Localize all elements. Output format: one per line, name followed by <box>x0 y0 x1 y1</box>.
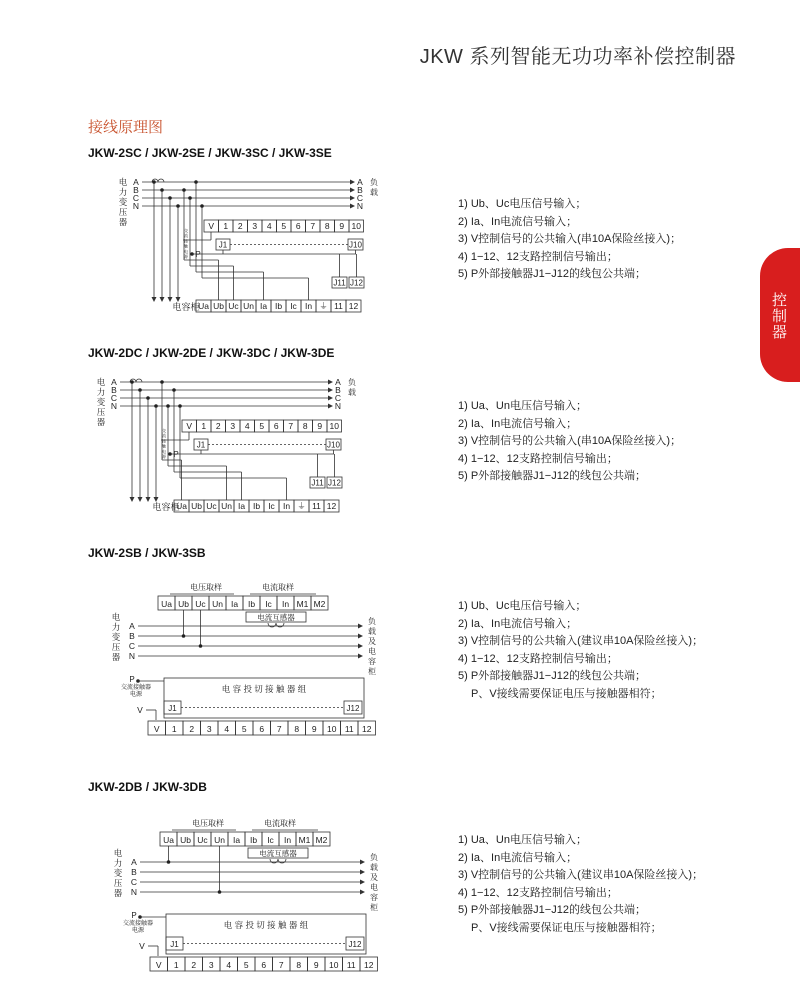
load-cabinet-label: 及 <box>370 873 378 882</box>
cabinet-label: 电容柜 <box>152 502 180 512</box>
terminal-label: M1 <box>298 834 311 845</box>
phase-label: N <box>132 201 140 211</box>
junction-dot <box>160 188 164 192</box>
terminal-label: 8 <box>324 220 330 231</box>
ac-supply-label: 接 <box>162 438 166 444</box>
phase-label: B <box>131 867 137 877</box>
phase-label: C <box>130 877 138 887</box>
terminal-label: 4 <box>224 723 230 734</box>
arrow-head <box>358 624 363 629</box>
junction-dot <box>182 188 186 192</box>
phase-label: N <box>334 401 342 411</box>
load-label: 负 <box>370 178 378 187</box>
terminal-label: 10 <box>351 220 361 231</box>
ct-label: 电流互感器 <box>259 849 297 858</box>
arrow-head <box>350 180 355 185</box>
junction-dot <box>130 380 134 384</box>
ac-supply-label: 触 <box>184 243 188 249</box>
terminal-label: 6 <box>259 723 265 734</box>
terminal-label: Ia <box>232 834 241 845</box>
load-cabinet-label: 容 <box>370 893 378 902</box>
terminal-label: 7 <box>288 420 294 431</box>
terminal-label: 9 <box>313 959 319 970</box>
terminal-label: 12 <box>326 500 337 511</box>
ac-supply-label: 源 <box>184 254 188 259</box>
note-line: 1) Ub、Uc电压信号输入； <box>458 600 587 612</box>
phase-label: A <box>335 377 341 387</box>
junction-dot <box>172 388 176 392</box>
terminal-label: 1 <box>201 420 207 431</box>
terminal-label: 1 <box>223 220 229 231</box>
terminal-label: 5 <box>259 420 265 431</box>
terminal-label: Un <box>212 598 223 609</box>
terminal-label: 3 <box>208 959 214 970</box>
terminal-label: 11 <box>346 959 356 970</box>
note-line: 2) Ia、In电流信号输入； <box>458 617 578 630</box>
contactor-group-label: 电 容 投 切 接 触 器 组 <box>221 684 307 694</box>
phase-label: A <box>129 621 135 631</box>
load-cabinet-label: 负 <box>368 617 376 626</box>
terminal-label: V <box>186 420 193 431</box>
junction-dot <box>167 860 171 864</box>
terminal-label: V <box>208 220 215 231</box>
terminal-label: Ua <box>163 834 174 845</box>
phase-label: A <box>357 177 363 187</box>
arrow-head <box>152 297 157 302</box>
terminal-label: Ua <box>176 500 187 511</box>
ac-supply-label: 电源 <box>129 692 143 698</box>
transformer-label: 电 <box>118 177 128 187</box>
v-label: V <box>139 941 145 951</box>
transformer-label: 压 <box>96 407 106 417</box>
transformer-label: 器 <box>96 417 106 427</box>
p-label: P <box>129 675 135 684</box>
arrow-head <box>146 497 151 502</box>
page-title: JKW 系列智能无功功率补偿控制器 <box>419 46 736 68</box>
terminal-label: 3 <box>206 723 212 734</box>
arrow-head <box>328 396 333 401</box>
relay-label: J1 <box>168 704 177 713</box>
transformer-label: 压 <box>113 878 123 888</box>
transformer-label: 器 <box>113 888 123 898</box>
terminal-label: Ub <box>213 300 224 311</box>
terminal-label: 9 <box>311 723 317 734</box>
ac-supply-label: 电源 <box>131 928 145 934</box>
model-label-4: JKW-2DB / JKW-3DB <box>88 780 207 794</box>
terminal-label: 10 <box>329 420 339 431</box>
arrow-head <box>360 870 365 875</box>
terminal-label: V <box>155 959 162 970</box>
terminal-label: 1 <box>171 723 177 734</box>
terminal-label: ⏚ <box>297 500 306 511</box>
transformer-label: 力 <box>113 858 123 868</box>
ac-supply-label: 接 <box>184 238 188 244</box>
load-cabinet-label: 及 <box>368 637 376 646</box>
terminal-label: 5 <box>243 959 249 970</box>
phase-label: B <box>335 385 341 395</box>
terminal-label: Ub <box>191 500 202 511</box>
p-label: P <box>173 450 179 459</box>
terminal-label: 5 <box>281 220 287 231</box>
note-line: 5) P外部接触器J1−J12的线包公共端； <box>458 470 646 482</box>
transformer-label: 变 <box>96 397 106 407</box>
junction-dot <box>152 180 156 184</box>
note-line: 3) V控制信号的公共输入(建议串10A保险丝接入)； <box>458 635 704 647</box>
terminal-label: 4 <box>226 959 232 970</box>
arrow-head <box>358 654 363 659</box>
terminal-label: 12 <box>348 300 359 311</box>
terminal-label: Uc <box>228 300 239 311</box>
phase-label: B <box>133 185 139 195</box>
arrow-head <box>350 204 355 209</box>
load-cabinet-label: 容 <box>368 657 376 666</box>
junction-dot <box>160 380 164 384</box>
terminal-label: 4 <box>266 220 272 231</box>
arrow-head <box>328 388 333 393</box>
phase-label: N <box>130 887 138 897</box>
note-line: 1) Ub、Uc电压信号输入； <box>458 198 587 210</box>
relay-label: J1 <box>218 240 228 250</box>
phase-label: N <box>356 201 364 211</box>
terminal-label: 7 <box>310 220 316 231</box>
terminal-label: In <box>282 500 291 511</box>
transformer-label: 器 <box>118 217 128 227</box>
phase-label: B <box>129 631 135 641</box>
ac-supply-label: 流 <box>184 233 188 239</box>
note-line: 5) P外部接触器J1−J12的线包公共端； <box>458 670 646 682</box>
transformer-label: 力 <box>111 622 121 632</box>
ct-label: 电流互感器 <box>257 613 295 622</box>
junction-dot <box>188 196 192 200</box>
ac-supply-label: 电 <box>162 448 166 454</box>
terminal-label: 2 <box>237 220 243 231</box>
model-label-1: JKW-2SC / JKW-2SE / JKW-3SC / JKW-3SE <box>88 146 332 160</box>
phase-label: B <box>357 185 363 195</box>
phase-label: C <box>334 393 342 403</box>
transformer-label: 变 <box>111 632 121 642</box>
ac-supply-label: 电 <box>184 248 188 254</box>
note-line: 4) 1−12、12支路控制信号输出； <box>458 652 618 665</box>
phase-label: B <box>111 385 117 395</box>
terminal-label: 8 <box>302 420 308 431</box>
arrow-head <box>358 644 363 649</box>
terminal-label: Ib <box>247 598 256 609</box>
relay-label: J11 <box>311 478 324 488</box>
ac-supply-label: 触 <box>162 443 166 449</box>
terminal-label: 12 <box>362 723 372 734</box>
relay-label: J1 <box>196 440 206 450</box>
transformer-label: 电 <box>113 848 123 858</box>
note-line: 4) 1−12、12支路控制信号输出； <box>458 250 618 263</box>
terminal-label: 10 <box>329 959 339 970</box>
terminal-label: Ic <box>265 598 272 609</box>
terminal-label: Ia <box>259 300 268 311</box>
note-line: 4) 1−12、12支路控制信号输出； <box>458 452 618 465</box>
terminal-label: 11 <box>334 300 343 311</box>
terminal-label: Ub <box>180 834 191 845</box>
arrow-head <box>130 497 135 502</box>
ac-supply-label: 交流接触器 <box>122 921 154 927</box>
relay-label: J10 <box>349 240 362 250</box>
arrow-head <box>358 634 363 639</box>
section-title: 接线原理图 <box>88 119 164 136</box>
transformer-label: 变 <box>113 868 123 878</box>
load-cabinet-label: 电 <box>368 647 376 656</box>
arrow-head <box>360 880 365 885</box>
terminal-label: Uc <box>195 598 206 609</box>
phase-label: N <box>110 401 118 411</box>
arrow-head <box>138 497 143 502</box>
note-line: 1) Ua、Un电压信号输入； <box>458 834 587 846</box>
terminal-label: 7 <box>278 959 284 970</box>
junction-dot <box>194 180 198 184</box>
terminal-label: 9 <box>317 420 323 431</box>
phase-label: A <box>111 377 117 387</box>
relay-label: J12 <box>350 278 363 288</box>
ct-coil-icon <box>270 859 286 863</box>
transformer-label: 力 <box>96 387 106 397</box>
load-cabinet-label: 负 <box>370 853 378 862</box>
terminal-label: Uc <box>206 500 217 511</box>
model-label-3: JKW-2SB / JKW-3SB <box>88 546 206 560</box>
note-line: 1) Ua、Un电压信号输入； <box>458 400 587 412</box>
junction-dot <box>199 644 203 648</box>
terminal-label: 6 <box>295 220 301 231</box>
phase-label: C <box>132 193 140 203</box>
arrow-head <box>350 188 355 193</box>
phase-label: C <box>128 641 136 651</box>
ac-supply-label: 源 <box>162 454 166 459</box>
note-line: 4) 1−12、12支路控制信号输出； <box>458 886 618 899</box>
terminal-label: Ia <box>230 598 239 609</box>
terminal-label: Ib <box>252 500 261 511</box>
terminal-label: 11 <box>312 500 321 511</box>
note-line: 3) V控制信号的公共输入(串10A保险丝接入)； <box>458 435 682 447</box>
junction-dot <box>154 404 158 408</box>
note-line: P、V接线需要保证电压与接触器相符； <box>471 687 662 700</box>
junction-dot <box>138 388 142 392</box>
terminal-label: 7 <box>276 723 282 734</box>
note-line: 3) V控制信号的公共输入(串10A保险丝接入)； <box>458 233 682 245</box>
terminal-label: In <box>281 598 290 609</box>
current-sample-label: 电流取样 <box>264 819 296 828</box>
arrow-head <box>360 860 365 865</box>
junction-dot <box>178 404 182 408</box>
terminal-label: 10 <box>327 723 337 734</box>
cabinet-label: 电容柜 <box>172 302 200 312</box>
load-label: 负 <box>348 378 356 387</box>
terminal-label: Ib <box>249 834 258 845</box>
transformer-label: 力 <box>118 187 128 197</box>
load-cabinet-label: 电 <box>370 883 378 892</box>
v-label: V <box>137 705 143 715</box>
note-line: 2) Ia、In电流信号输入； <box>458 215 578 228</box>
terminal-label: M2 <box>315 834 328 845</box>
relay-label: J12 <box>328 478 341 488</box>
p-label: P <box>195 250 201 259</box>
phase-label: C <box>356 193 364 203</box>
p-label: P <box>131 911 137 920</box>
terminal-label: Ic <box>290 300 297 311</box>
ac-supply-label: 交 <box>162 428 166 433</box>
note-line: 2) Ia、In电流信号输入； <box>458 851 578 864</box>
terminal-label: Ic <box>267 834 274 845</box>
terminal-label: 8 <box>296 959 302 970</box>
terminal-label: 5 <box>241 723 247 734</box>
voltage-sample-label: 电压取样 <box>190 583 222 592</box>
terminal-label: M1 <box>296 598 309 609</box>
transformer-label: 器 <box>111 652 121 662</box>
load-cabinet-label: 柜 <box>368 667 376 676</box>
terminal-label: 4 <box>244 420 250 431</box>
terminal-label: 3 <box>230 420 236 431</box>
terminal-label: In <box>304 300 313 311</box>
phase-label: N <box>128 651 136 661</box>
terminal-label: Un <box>214 834 225 845</box>
terminal-label: ⏚ <box>319 300 328 311</box>
voltage-sample-label: 电压取样 <box>192 819 224 828</box>
load-cabinet-label: 柜 <box>370 903 378 912</box>
arrow-head <box>360 890 365 895</box>
relay-label: J11 <box>333 278 346 288</box>
load-label: 载 <box>370 188 378 197</box>
terminal-label: 11 <box>344 723 354 734</box>
current-sample-label: 电流取样 <box>262 583 294 592</box>
terminal-label: Uc <box>197 834 208 845</box>
arrow-head <box>328 380 333 385</box>
terminal-label: 6 <box>273 420 279 431</box>
note-line: P、V接线需要保证电压与接触器相符； <box>471 921 662 934</box>
terminal-label: M2 <box>313 598 326 609</box>
ac-supply-label: 交 <box>184 228 188 233</box>
ac-supply-label: 流 <box>162 433 166 439</box>
terminal-label: 8 <box>294 723 300 734</box>
terminal-label: 6 <box>261 959 267 970</box>
contactor-group-label: 电 容 投 切 接 触 器 组 <box>223 920 309 930</box>
terminal-label: Ua <box>161 598 172 609</box>
transformer-label: 变 <box>118 197 128 207</box>
phase-label: C <box>110 393 118 403</box>
terminal-label: Un <box>221 500 232 511</box>
note-line: 5) P外部接触器J1−J12的线包公共端； <box>458 904 646 916</box>
terminal-label: Ua <box>198 300 209 311</box>
terminal-label: In <box>283 834 292 845</box>
terminal-label: Ia <box>237 500 246 511</box>
junction-dot <box>218 890 222 894</box>
transformer-label: 电 <box>111 612 121 622</box>
load-cabinet-label: 载 <box>368 627 376 636</box>
terminal-label: 3 <box>252 220 258 231</box>
ct-coil-icon <box>268 623 284 627</box>
phase-label: A <box>133 177 139 187</box>
terminal-label: 9 <box>339 220 345 231</box>
terminal-label: Ib <box>274 300 283 311</box>
relay-label: J10 <box>327 440 340 450</box>
terminal-label: 2 <box>215 420 221 431</box>
arrow-head <box>160 297 165 302</box>
terminal-label: 1 <box>173 959 179 970</box>
phase-label: A <box>131 857 137 867</box>
arrow-head <box>350 196 355 201</box>
load-label: 载 <box>348 388 356 397</box>
ac-supply-label: 交流接触器 <box>120 685 152 691</box>
terminal-label: Un <box>243 300 254 311</box>
note-line: 3) V控制信号的公共输入(建议串10A保险丝接入)； <box>458 869 704 881</box>
junction-dot <box>182 634 186 638</box>
junction-dot <box>168 196 172 200</box>
note-line: 5) P外部接触器J1−J12的线包公共端； <box>458 268 646 280</box>
terminal-label: Ub <box>178 598 189 609</box>
junction-dot <box>146 396 150 400</box>
terminal-label: 2 <box>189 723 195 734</box>
transformer-label: 电 <box>96 377 106 387</box>
side-tab-label: 控制器 <box>770 292 788 340</box>
junction-dot <box>176 204 180 208</box>
transformer-label: 压 <box>111 642 121 652</box>
arrow-head <box>328 404 333 409</box>
relay-label: J12 <box>348 940 362 949</box>
terminal-label: 2 <box>191 959 197 970</box>
load-cabinet-label: 载 <box>370 863 378 872</box>
junction-dot <box>200 204 204 208</box>
relay-label: J12 <box>346 704 360 713</box>
model-label-2: JKW-2DC / JKW-2DE / JKW-3DC / JKW-3DE <box>88 346 335 360</box>
terminal-label: Ic <box>268 500 275 511</box>
terminal-label: V <box>153 723 160 734</box>
note-line: 2) Ia、In电流信号输入； <box>458 417 578 430</box>
transformer-label: 压 <box>118 207 128 217</box>
terminal-label: 12 <box>364 959 374 970</box>
relay-label: J1 <box>170 940 179 949</box>
junction-dot <box>166 404 170 408</box>
